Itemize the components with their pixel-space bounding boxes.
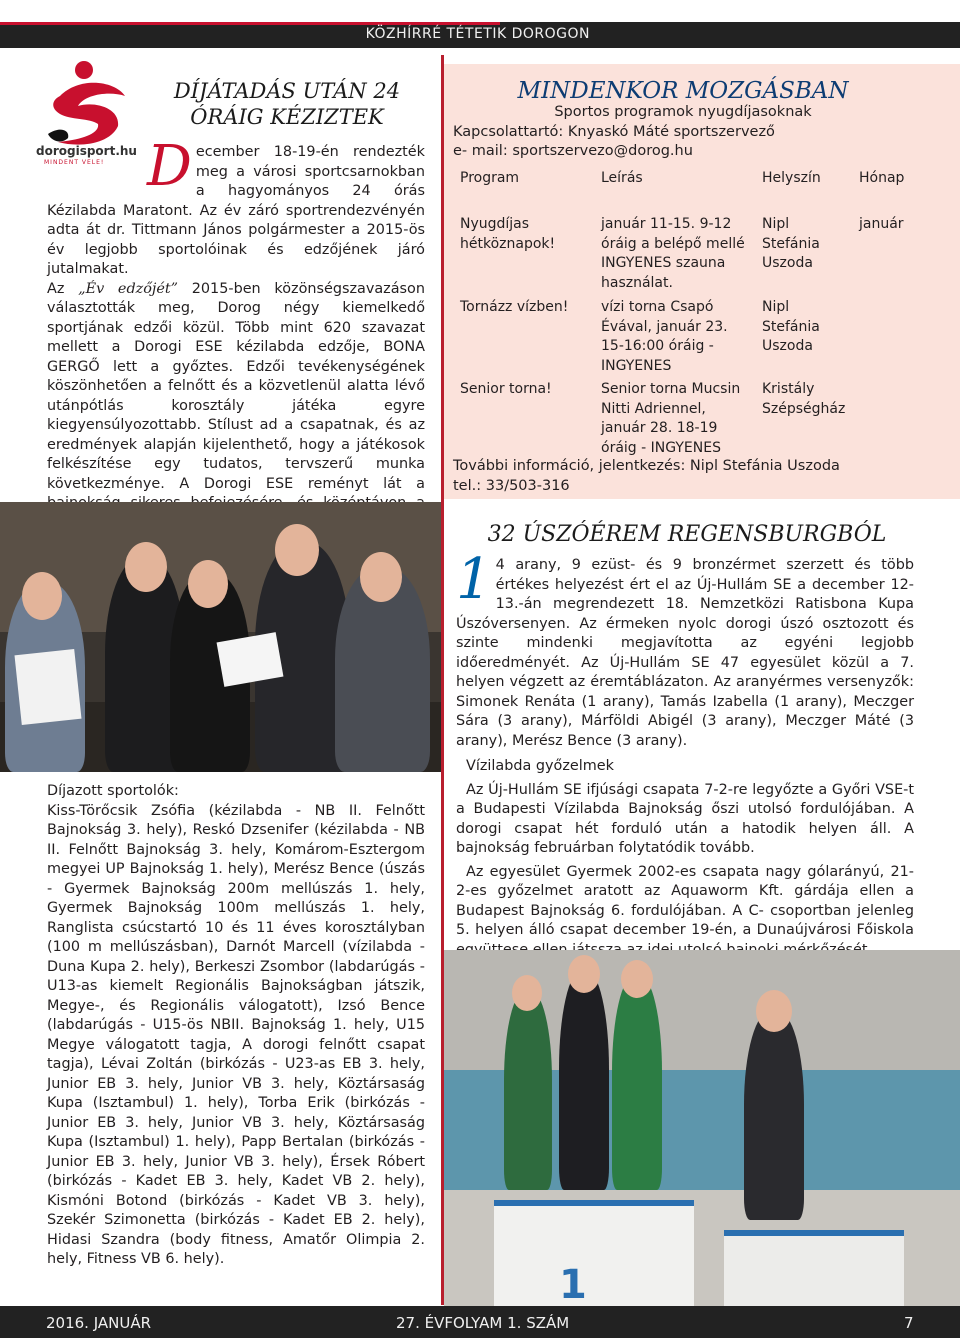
swimmer-4 — [744, 1010, 804, 1220]
podium-number: 1 — [559, 1262, 587, 1306]
logo-spacer — [47, 143, 147, 183]
article1-body — [47, 134, 425, 533]
row2-leiras: vízi torna Csapó Évával, január 23. 15-16:00 óráig - INGYENES — [601, 299, 728, 374]
row3-helyszin: Kristály Szépségház — [762, 381, 846, 417]
article1-dropcap: D — [147, 134, 192, 199]
person-1-head — [22, 572, 62, 620]
header-helyszin: Helyszín — [762, 170, 821, 186]
article3-paragraph3: Az egyesület Gyermek 2002-es csapata nagy gólarányú, 21-2-es győzelmet aratott az Aquaworm Kft. gárdája ellen a Budapest Bajnokság 6. fordulójában. A C- csoportban jelenleg 5. helyen álló csapat december 19-én, a Dunaújvárosi Főiskola — [456, 863, 914, 938]
swimmer-1-head — [512, 975, 542, 1011]
logo-brand: dorogisport.hu — [36, 144, 137, 158]
article2-more-info: További információ, jelentkezés: Nipl Stefánia Uszoda — [453, 458, 840, 474]
swimmer-1 — [504, 990, 552, 1190]
article1-title — [152, 78, 422, 130]
schedule-table — [444, 164, 960, 464]
swimmer-4-head — [756, 990, 792, 1032]
article3-paragraph1: 4 arany, 9 ezüst- és 9 bronzérmet szerzett és több értékes helyezést ért el az Új-Hullám SE a december 12-13.-án megrendezett 18. Nemzetközi Ratisbona Kupa Úszóversenyen. Az érmeken nyolc dorogi úszó osztozott és szinte mindenki megjavította az egyéni legjobb időeredményét. Az Új-Hullám SE 47 egyesület közül a 7. helyen végzett az éremtáblázaton. Az aranyérmes versenyzők: Simonek Renáta (1 arany), Tamás Izabella (1 arany), Meczger Sára (3 arany), Márföldi Abigél (3 arany), Meczger Máté (3 arany), Merész Bence (3 arany). — [456, 557, 914, 749]
podium-block-2 — [724, 1230, 904, 1306]
row3-program: Senior torna! — [460, 381, 552, 397]
person-5-head — [360, 552, 402, 602]
row1-leiras: január 11-15. 9-12 óráig a belépő mellé INGYENES szauna használat. — [601, 216, 745, 291]
header-accent-line — [0, 22, 500, 25]
row2-helyszin: Nipl Stefánia Uszoda — [762, 299, 820, 354]
article2-contact: Kapcsolattartó: Knyaskó Máté sportszervező — [453, 124, 775, 140]
row1-program: Nyugdíjas hétköznapok! — [460, 216, 556, 252]
section-title: KÖZHÍRRÉ TÉTETIK DOROGON — [365, 26, 590, 42]
logo-tagline: MINDENT VELE! — [44, 159, 105, 166]
awarded-heading: Díjazott sportolók: — [47, 783, 179, 799]
row3-leiras: Senior torna Mucsin Nitti Adriennel, január 28. 18-19 óráig - INGYENES — [601, 381, 741, 456]
swimmer-2 — [559, 970, 609, 1190]
article3-dropcap: 1 — [456, 547, 492, 612]
header-leiras: Leírás — [601, 170, 643, 186]
article2-subtitle: Sportos programok nyugdíjasoknak — [554, 104, 812, 120]
article1-p2-italic: „Év edzőjét” — [78, 280, 179, 297]
article2-title: MINDENKOR MOZGÁSBAN — [517, 78, 849, 104]
awarded-list: Kiss-Törőcsik Zsófia (kézilabda - NB II. Felnőtt Bajnokság 3. hely), Reskó Dzsenifer (kézilabda - NB II. Felnőtt Bajnokság 3. hely, Komárom-Esztergom megyei UP Bajnokság 1. hely), Merész Bence (úszás - Gyermek Bajnokság 200m mellúszás 1. hely, Gyermek Bajnokság 100m mellúszás 1. hely, Ranglista csúcstartó 10 és 11 éves korosztályban (100 m mellúszásban), Darnót Marcell (vízilabda - Duna Kupa 2. hely), Berkeszi Zsombor (labdarúgás - U13-as kiemelt Regionális Bajnokságban játszik, Megye-, és Regionális válogatott), Izsó Bence (labdarúgás - U15-ös NBII. Bajnokság 1. hely, U15 Megye válogatott tagja, A dorogi felnőtt csapat tagja), Lévai Zoltán (birkózás - U23-as EB 3. hely, Junior EB 3. hely, Junior VB 3. hely, Köztársaság Kupa (Isztambul) 1. hely), Torba Erik (birkózás - Junior EB 3. hely, Junior VB 3. hely, Köztársaság Kupa (Isztambul) 1. hely), Papp Bertalan (birkózás - Junior EB 3. hely, Junior VB 3. hely), Érsek Róbert (birkózás - Kadet EB 3. hely, Kadet VB 2. hely), Kismóni Botond (birkózás - Kadet VB 3. hely), Szekér Szimonetta (birkózás - Kadet EB 2. hely), Hidasi Szandra (body fitness, Amatőr Olimpia 2. hely, Fitness VB 6. hely). — [47, 802, 425, 1267]
swimmers-podium-photo — [444, 950, 960, 1306]
article3-body — [456, 547, 914, 960]
swimmer-3-head — [621, 960, 653, 998]
row1-honap: január — [859, 216, 904, 232]
article3-subheading: Vízilabda győzelmek — [466, 758, 614, 774]
podium-block — [494, 1200, 694, 1306]
header-honap: Hónap — [859, 170, 905, 186]
article1-paragraph1: ecember 18-19-én rendezték meg a városi sportcsarnokban a hagyományos 24 órás Kézilabda Maratont. Az év záró sportrendezvényén adta át dr. Tittmann János polgármester a 2015-ös év legjobb sportolóinak és edzőjének járó jutalmakat. — [47, 144, 425, 277]
swimmer-2-head — [568, 955, 600, 993]
article3-title: 32 ÚSZÓÉREM REGENSBURGBÓL — [487, 522, 887, 547]
person-2-head — [125, 542, 167, 592]
row1-helyszin: Nipl Stefánia Uszoda — [762, 216, 820, 271]
article1-title-line2: ÓRÁIG KÉZIZTEK — [190, 105, 384, 129]
footer-bar — [0, 1306, 960, 1338]
swimmer-3 — [612, 975, 662, 1190]
footer-volume: 27. ÉVFOLYAM 1. SZÁM — [396, 1314, 570, 1332]
certificate-left — [15, 649, 82, 725]
article1-p2-start: Az — [47, 280, 79, 297]
article1-p2-rest: 2015-ben közönségszavazáson választották meg, Dorog négy kiemelkedő sportjának edzői közül. Több mint 620 szavazat mellett a Dorogi ESE kézilabda edzője, BONA GERGŐ lett a győztes. Edzői tevékenységének köszönhetően a felnőtt és a közvetlenül alatta lévő utánpótlás korosztály játéka egyre kiegyensúlyozottabb. Stílust ad a csapatnak, és az eredmények alapján kijelenthető, hogy a játékosok felkészítése egy tudatos, tervszerű munka következménye. A Dorogi ESE reményt lát a — [47, 280, 425, 492]
awarded-section — [47, 782, 425, 1270]
footer-date: 2016. JANUÁR — [46, 1314, 152, 1332]
article1-paragraph2 — [47, 280, 425, 534]
article2-email: e- mail: sportszervezo@dorog.hu — [453, 143, 693, 159]
row2-program: Tornázz vízben! — [460, 299, 569, 315]
article1-title-line1: DÍJÁTADÁS UTÁN 24 — [173, 79, 401, 103]
header-bar — [0, 22, 960, 48]
page-number: 7 — [904, 1314, 914, 1332]
header-program: Program — [460, 170, 520, 186]
article3-paragraph2: Az Új-Hullám SE ifjúsági csapata 7-2-re legyőzte a Győri VSE-t a Budapesti Vízilabda Bajnokság őszi utolsó fordulójában. A dorogi csapat hét forduló után a hatodik helyen áll. A bajnokság februárban folytatódik tovább. — [456, 781, 914, 856]
award-ceremony-photo — [0, 502, 441, 772]
person-3-head — [188, 560, 228, 608]
article2-tel: tel.: 33/503-316 — [453, 478, 570, 494]
person-4-head — [275, 524, 319, 576]
